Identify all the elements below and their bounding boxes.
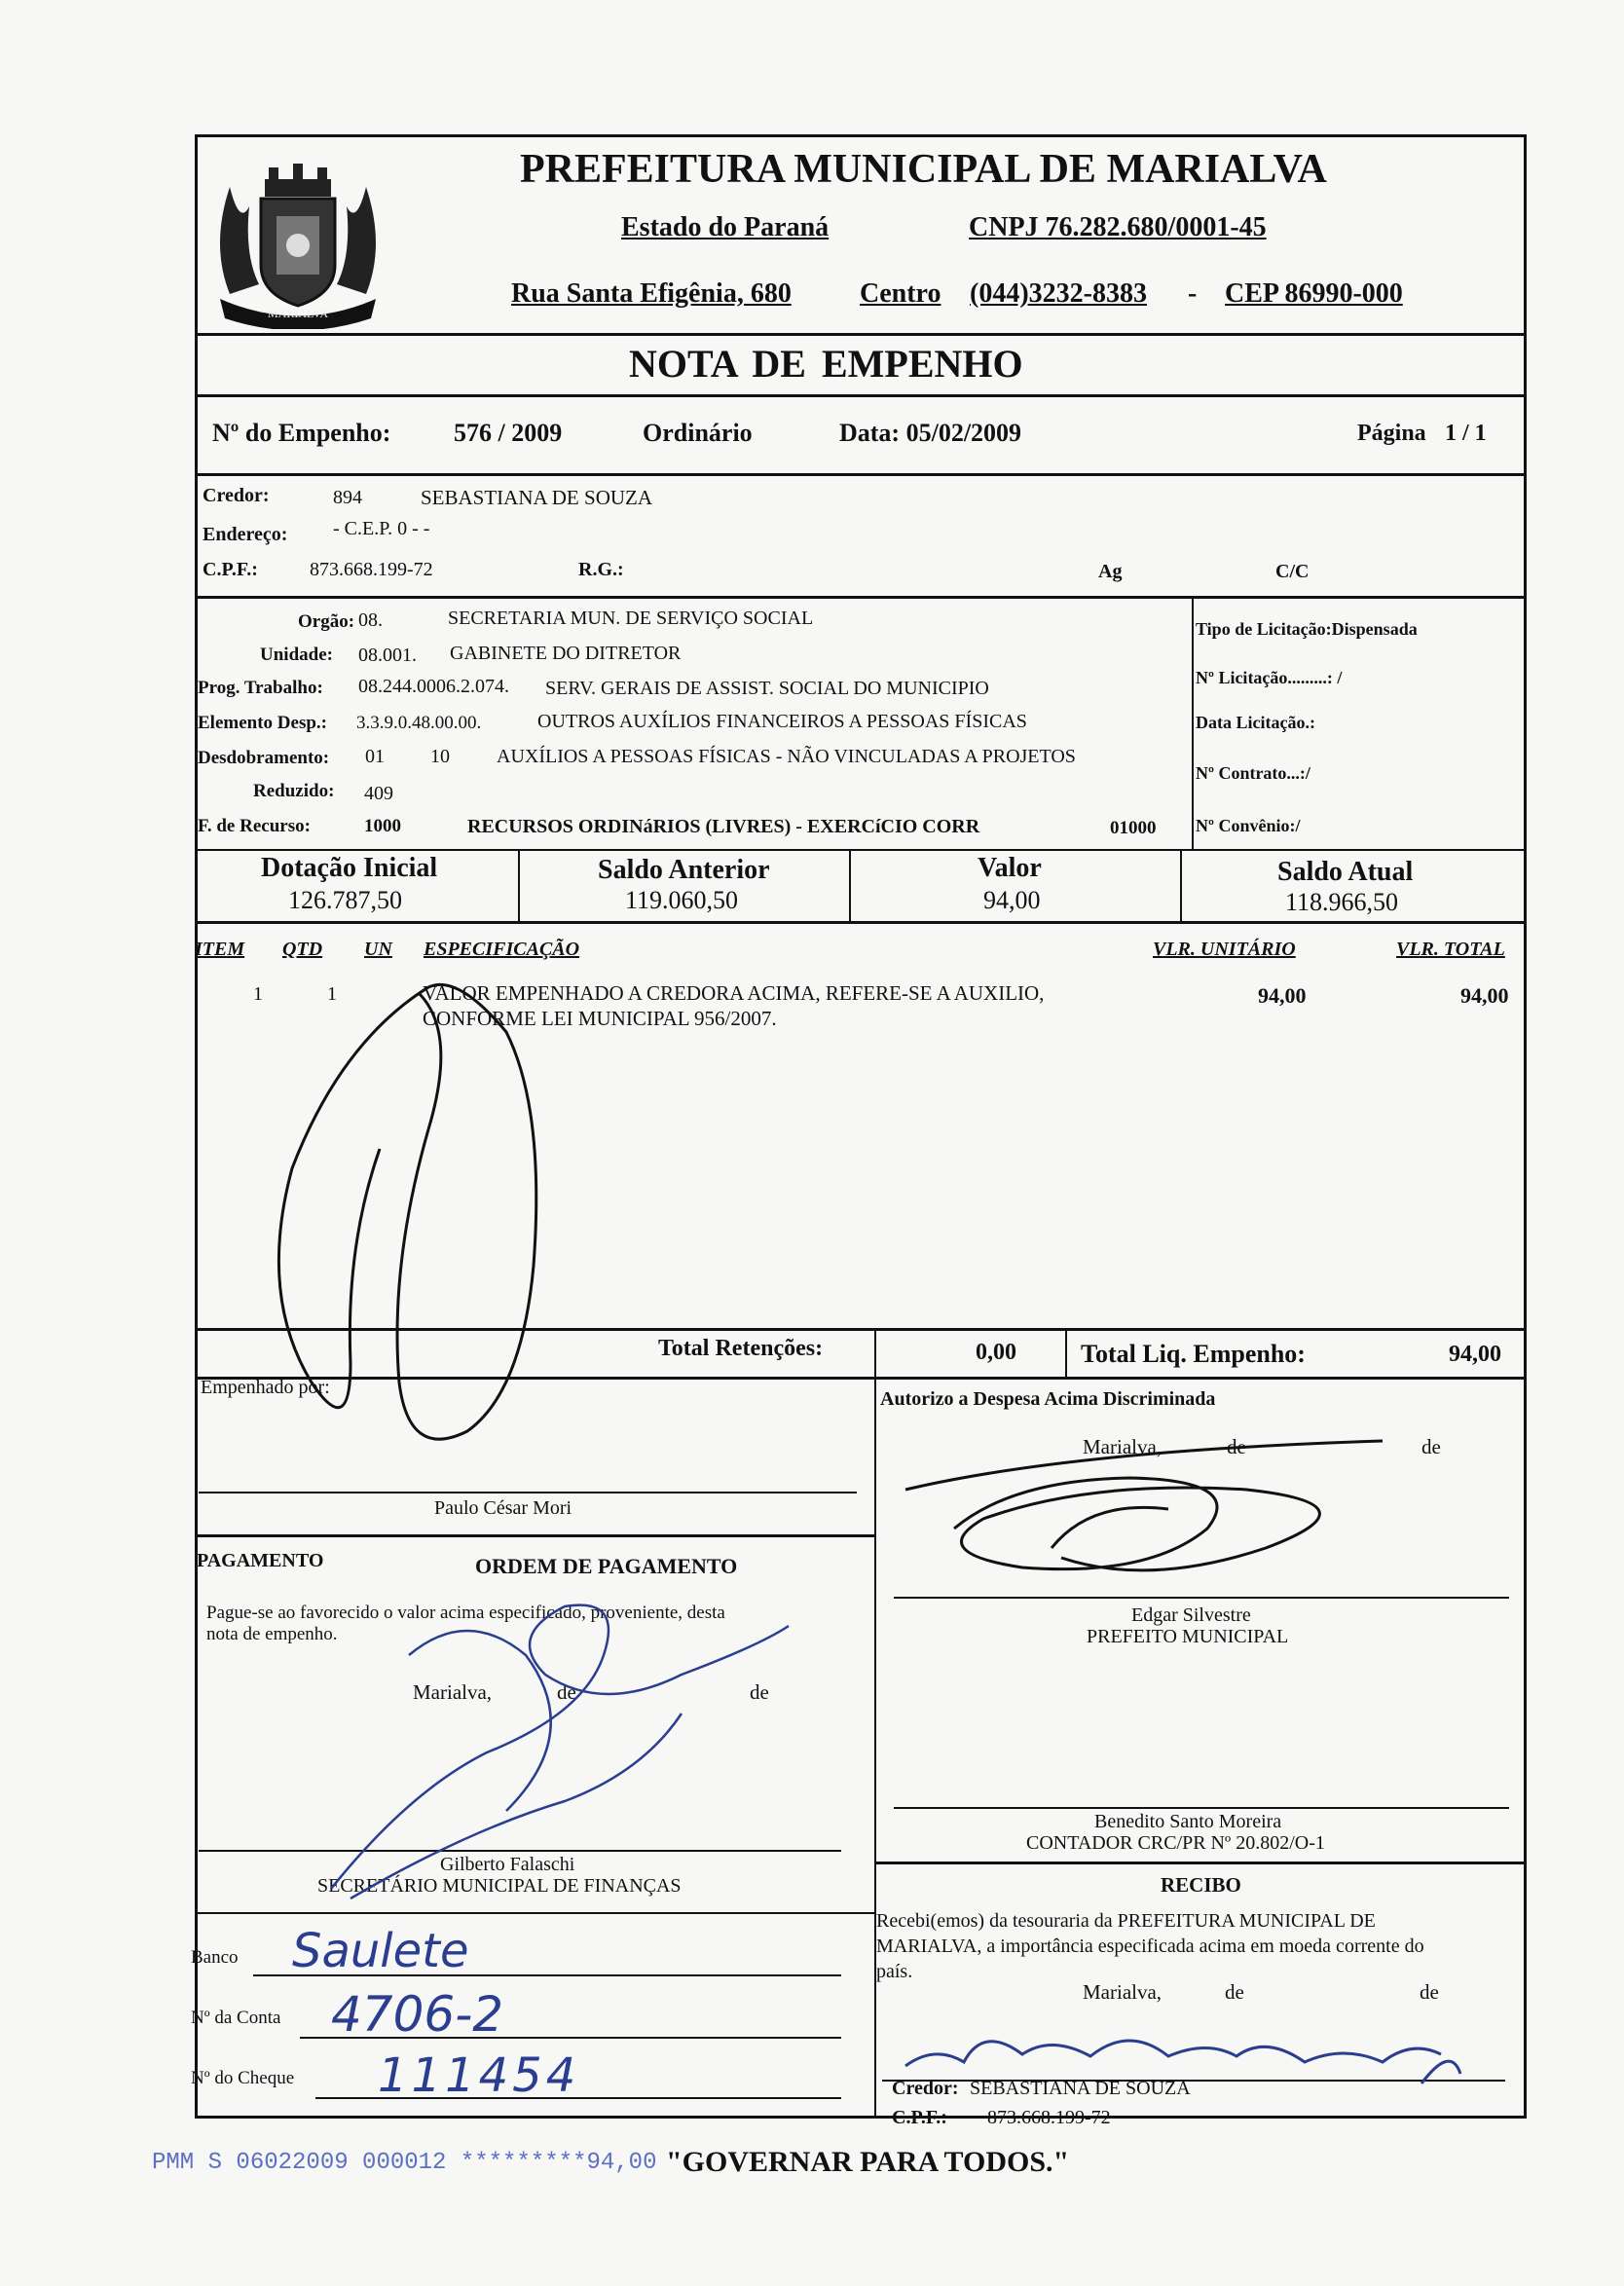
cash-register-stamp: PMM S 06022009 000012 *********94,00 <box>152 2150 657 2176</box>
recibo-cpf-label: C.P.F.: <box>892 2107 947 2128</box>
pagamento-de-1: de <box>557 1680 576 1704</box>
empenho-type: Ordinário <box>643 419 753 447</box>
recurso-label: F. de Recurso: <box>198 816 311 836</box>
elemento-code: 3.3.9.0.48.00.00. <box>356 713 482 733</box>
banco-value: Saulete <box>292 1924 469 1978</box>
reduzido-label: Reduzido: <box>253 781 335 801</box>
credor-name: SEBASTIANA DE SOUZA <box>421 486 653 509</box>
contador-title: CONTADOR CRC/PR Nº 20.802/O-1 <box>1026 1832 1325 1854</box>
state-label: Estado do Paraná <box>621 212 830 242</box>
empenho-label: Nº do Empenho: <box>212 419 391 447</box>
svg-text:MARIALVA: MARIALVA <box>267 307 329 320</box>
col-unit-value: VLR. UNITÁRIO <box>1153 939 1296 960</box>
conta-label: Nº da Conta <box>191 2008 281 2028</box>
prog-label: Prog. Trabalho: <box>198 678 323 698</box>
valor-label: Valor <box>978 853 1042 883</box>
credor-label: Credor: <box>203 485 270 506</box>
orgao-name: SECRETARIA MUN. DE SERVIÇO SOCIAL <box>448 608 814 629</box>
recurso-number: 01000 <box>1110 818 1157 838</box>
endereco-value: - C.E.P. 0 - - <box>333 518 430 539</box>
cep-label: CEP 86990-000 <box>1225 278 1403 309</box>
desdobramento-name: AUXÍLIOS A PESSOAS FÍSICAS - NÃO VINCULADAS A PROJETOS <box>497 746 1076 767</box>
autorizo-city: Marialva, <box>1083 1435 1163 1458</box>
recibo-label: RECIBO <box>1161 1873 1241 1897</box>
desdobramento-label: Desdobramento: <box>198 748 330 768</box>
saldo-atual-value: 118.966,50 <box>1285 888 1399 916</box>
row-spec-line2: CONFORME LEI MUNICIPAL 956/2007. <box>423 1007 777 1030</box>
saldo-anterior-value: 119.060,50 <box>625 886 739 914</box>
retencoes-value: 0,00 <box>976 1340 1016 1365</box>
cheque-label: Nº do Cheque <box>191 2068 295 2088</box>
saldo-atual-label: Saldo Atual <box>1277 857 1414 887</box>
saldo-anterior-label: Saldo Anterior <box>598 855 770 885</box>
elemento-name: OUTROS AUXÍLIOS FINANCEIROS A PESSOAS FÍSICAS <box>537 711 1027 732</box>
row-total-value: 94,00 <box>1460 983 1509 1008</box>
pagamento-text-line1: Pague-se ao favorecido o valor acima especificado, proveniente, desta <box>206 1603 725 1623</box>
col-un: UN <box>364 939 392 960</box>
secretario-name: Gilberto Falaschi <box>440 1854 575 1875</box>
cpf-value: 873.668.199-72 <box>310 559 433 580</box>
recibo-credor-label: Credor: <box>892 2078 959 2099</box>
pagamento-text-line2: nota de empenho. <box>206 1624 338 1644</box>
unidade-name: GABINETE DO DITRETOR <box>450 643 682 664</box>
col-spec: ESPECIFICAÇÃO <box>424 939 580 960</box>
row-spec-line1: VALOR EMPENHADO A CREDORA ACIMA, REFERE-SE A AUXILIO, <box>423 981 1045 1005</box>
recibo-credor-name: SEBASTIANA DE SOUZA <box>970 2078 1191 2099</box>
row-qtd: 1 <box>327 983 337 1005</box>
col-item: ITEM <box>195 939 245 960</box>
ag-label: Ag <box>1098 561 1123 582</box>
phone-label: (044)3232-8383 <box>970 278 1147 309</box>
contador-name: Benedito Santo Moreira <box>1094 1811 1282 1832</box>
dotacao-value: 126.787,50 <box>288 886 402 914</box>
empenho-date: Data: 05/02/2009 <box>839 419 1022 447</box>
elemento-label: Elemento Desp.: <box>198 713 327 733</box>
numero-convenio: Nº Convênio:/ <box>1196 816 1301 835</box>
data-licitacao: Data Licitação.: <box>1196 713 1315 732</box>
reduzido-value: 409 <box>364 783 393 804</box>
numero-contrato: Nº Contrato...:/ <box>1196 763 1310 783</box>
recurso-code: 1000 <box>364 816 401 836</box>
recurso-name: RECURSOS ORDINáRIOS (LIVRES) - EXERCíCIO CORR <box>467 816 980 837</box>
endereco-label: Endereço: <box>203 524 288 545</box>
header-dash: - <box>1188 278 1198 309</box>
pagamento-label: PAGAMENTO <box>197 1550 324 1571</box>
page-number-label: Página <box>1357 421 1426 446</box>
orgao-code: 08. <box>358 609 383 631</box>
prog-code: 08.244.0006.2.074. <box>358 676 509 697</box>
col-qtd: QTD <box>282 939 323 960</box>
unidade-code: 08.001. <box>358 645 417 666</box>
row-item: 1 <box>253 983 263 1005</box>
prog-name: SERV. GERAIS DE ASSIST. SOCIAL DO MUNICIPIO <box>545 678 989 699</box>
page-title: PREFEITURA MUNICIPAL DE MARIALVA <box>520 147 1327 192</box>
cheque-value: 111454 <box>378 2048 580 2103</box>
col-total-value: VLR. TOTAL <box>1396 939 1505 960</box>
secretario-title: SECRETÁRIO MUNICIPAL DE FINANÇAS <box>317 1875 682 1897</box>
recibo-text-line2: MARIALVA, a importância especificada acima em moeda corrente do <box>876 1936 1424 1957</box>
autorizo-label: Autorizo a Despesa Acima Discriminada <box>880 1388 1216 1410</box>
valor-value: 94,00 <box>983 886 1041 914</box>
desdobramento-b: 10 <box>430 746 450 767</box>
row-unit-value: 94,00 <box>1258 983 1307 1008</box>
prefeito-title: PREFEITO MUNICIPAL <box>1087 1626 1289 1647</box>
banco-label: Banco <box>191 1947 239 1968</box>
recibo-de-1: de <box>1225 1980 1244 2004</box>
recibo-text-line3: país. <box>876 1961 913 1982</box>
ordem-pagamento-label: ORDEM DE PAGAMENTO <box>475 1554 738 1578</box>
pagamento-city: Marialva, <box>413 1680 493 1704</box>
empenhado-name: Paulo César Mori <box>434 1497 572 1519</box>
street-label: Rua Santa Efigênia, 680 <box>511 278 792 309</box>
empenho-number: 576 / 2009 <box>454 419 563 447</box>
conta-value: 4706-2 <box>331 1986 504 2043</box>
recibo-de-2: de <box>1420 1980 1439 2004</box>
document-title: NOTA DE EMPENHO <box>629 342 1023 386</box>
page-number: 1 / 1 <box>1445 421 1487 446</box>
rg-label: R.G.: <box>578 559 624 580</box>
recibo-cpf: 873.668.199-72 <box>987 2107 1111 2128</box>
autorizo-de-1: de <box>1227 1435 1246 1458</box>
retencoes-label: Total Retenções: <box>658 1336 824 1361</box>
empenhado-label: Empenhado por: <box>201 1377 330 1398</box>
district-label: Centro <box>860 278 941 309</box>
recibo-city: Marialva, <box>1083 1980 1163 2004</box>
cpf-label: C.P.F.: <box>203 559 258 580</box>
tipo-licitacao: Tipo de Licitação:Dispensada <box>1196 619 1418 639</box>
unidade-label: Unidade: <box>260 645 333 665</box>
pagamento-de-2: de <box>750 1680 769 1704</box>
credor-code: 894 <box>333 487 362 508</box>
liquido-value: 94,00 <box>1449 1342 1501 1367</box>
autorizo-de-2: de <box>1421 1435 1441 1458</box>
desdobramento-a: 01 <box>365 746 385 767</box>
dotacao-label: Dotação Inicial <box>261 853 438 883</box>
cc-label: C/C <box>1275 561 1310 582</box>
orgao-label: Orgão: <box>298 611 355 632</box>
footer-motto: "GOVERNAR PARA TODOS." <box>666 2146 1070 2178</box>
liquido-label: Total Liq. Empenho: <box>1081 1340 1306 1368</box>
prefeito-name: Edgar Silvestre <box>1131 1604 1251 1626</box>
recibo-text-line1: Recebi(emos) da tesouraria da PREFEITURA MUNICIPAL DE <box>876 1910 1376 1932</box>
numero-licitacao: Nº Licitação.........: / <box>1196 668 1343 687</box>
cnpj-label: CNPJ 76.282.680/0001-45 <box>969 212 1267 242</box>
